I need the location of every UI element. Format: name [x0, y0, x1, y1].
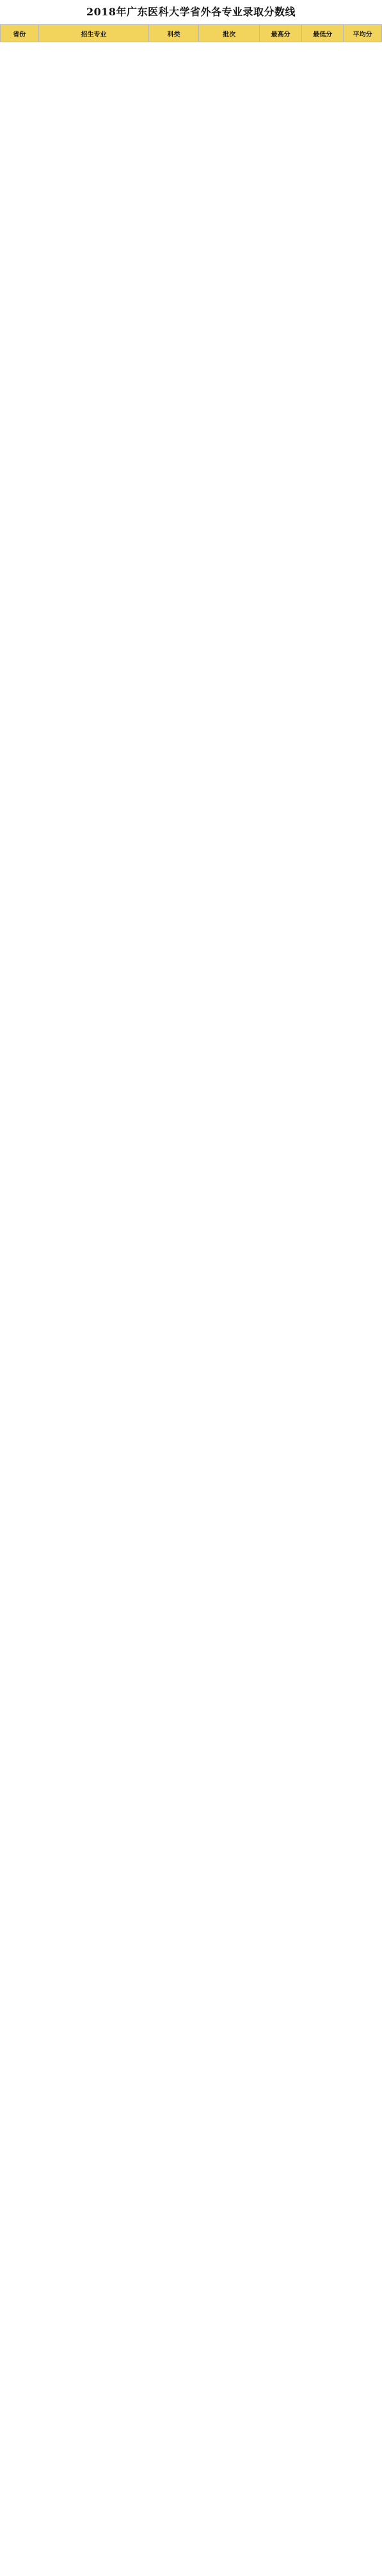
header-batch: 批次 — [198, 25, 259, 42]
header-max-score: 最高分 — [260, 25, 302, 42]
header-avg-score: 平均分 — [344, 25, 382, 42]
admission-table — [0, 24, 382, 42]
page-title: 2018年广东医科大学省外各专业录取分数线 — [86, 6, 296, 18]
header-major: 招生专业 — [38, 25, 149, 42]
header-min-score: 最低分 — [301, 25, 344, 42]
document — [0, 0, 382, 42]
header-province: 省份 — [1, 25, 39, 42]
table-header-row — [1, 25, 382, 42]
header-category: 科类 — [149, 25, 198, 42]
